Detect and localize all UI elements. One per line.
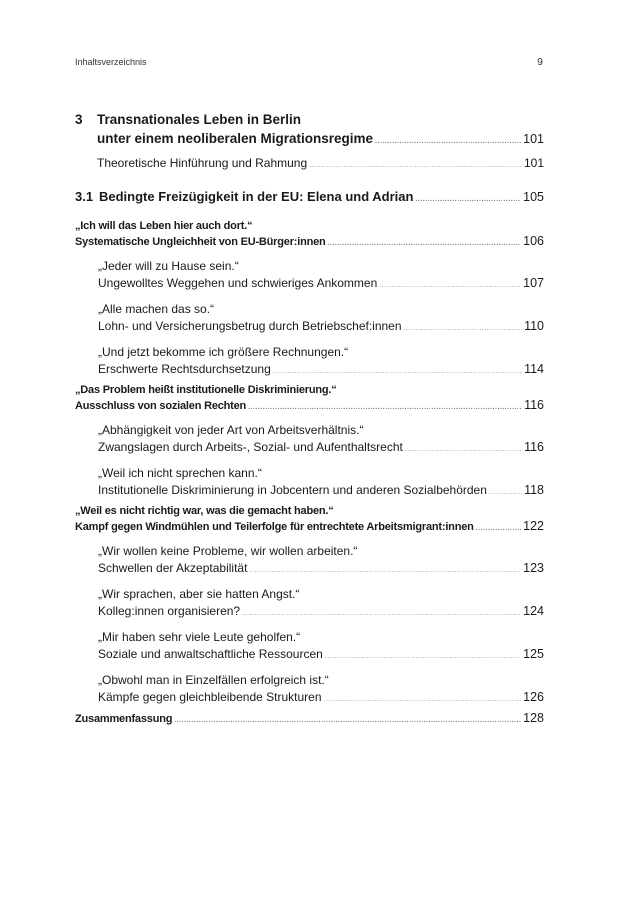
subentry-quote: „Wir wollen keine Probleme, wir wollen arbeiten.“ <box>98 544 358 558</box>
toc-chapter-3[interactable] <box>75 110 544 151</box>
subentry-quote: „Mir haben sehr viele Leute geholfen.“ <box>98 630 301 644</box>
subentry-page: 110 <box>524 318 544 333</box>
toc-chapter-intro[interactable] <box>97 155 544 174</box>
subentry-quote: „Obwohl man in Einzelfällen erfolgreich ist.“ <box>98 673 329 687</box>
subentry-title: Kolleg:innen organisieren? <box>98 603 241 618</box>
chapter-title-line1: Transnationales Leben in Berlin <box>97 112 302 127</box>
entry-title: Kampf gegen Windmühlen und Teilerfolge für entrechtete Arbeitsmigrant:innen <box>75 520 474 533</box>
section-number: 3.1 <box>75 189 94 204</box>
dot-leader <box>404 321 523 338</box>
section-title: Bedingte Freizügigkeit in der EU: Elena und Adrian <box>99 189 414 204</box>
subentry-title: Ungewolltes Weggehen und schwieriges Ankommen <box>98 275 378 290</box>
toc-entry[interactable] <box>75 383 544 415</box>
dot-leader <box>489 485 522 502</box>
dot-leader <box>476 522 521 537</box>
chapter-number: 3 <box>75 112 83 127</box>
entry-quote: „Das Problem heißt institutionelle Diskriminierung.“ <box>75 384 337 396</box>
toc-subentry[interactable] <box>98 629 544 665</box>
chapter-page: 101 <box>523 132 544 146</box>
intro-title: Theoretische Hinführung und Rahmung <box>97 156 308 170</box>
chapter-title-line2: unter einem neoliberalen Migrationsregime <box>97 131 374 146</box>
dot-leader <box>324 692 522 709</box>
dot-leader <box>249 563 521 580</box>
summary-page: 128 <box>523 711 544 725</box>
subentry-quote: „Alle machen das so.“ <box>98 302 215 316</box>
subentry-quote: „Und jetzt bekomme ich größere Rechnungen.“ <box>98 345 349 359</box>
entry-page: 122 <box>523 518 544 533</box>
subentry-page: 114 <box>524 361 544 376</box>
dot-leader <box>405 442 522 459</box>
subentry-page: 123 <box>523 560 544 575</box>
subentry-title: Institutionelle Diskriminierung in Jobcentern und anderen Sozialbehörden <box>98 482 487 497</box>
dot-leader <box>309 157 522 174</box>
page-number: 9 <box>537 56 543 68</box>
subentry-page: 116 <box>524 439 544 454</box>
toc-subentry[interactable] <box>98 301 544 337</box>
subentry-title: Schwellen der Akzeptabilität <box>98 560 248 575</box>
running-head <box>75 57 543 71</box>
subentry-quote: „Weil ich nicht sprechen kann.“ <box>98 466 262 480</box>
table-of-contents <box>75 110 544 729</box>
toc-subentry[interactable] <box>98 586 544 622</box>
subentry-title: Lohn- und Versicherungsbetrug durch Betriebschef:innen <box>98 318 402 333</box>
toc-entry[interactable] <box>75 219 544 251</box>
section-page: 105 <box>523 190 544 204</box>
toc-section-3-1[interactable] <box>75 187 544 209</box>
entry-page: 116 <box>524 397 544 412</box>
subentry-page: 126 <box>523 689 544 704</box>
dot-leader <box>415 190 521 209</box>
toc-subentry[interactable] <box>98 344 544 380</box>
running-title: Inhaltsverzeichnis <box>75 57 147 67</box>
subentry-page: 107 <box>523 275 544 290</box>
subentry-title: Soziale und anwaltschaftliche Ressourcen <box>98 646 323 661</box>
dot-leader <box>242 606 521 623</box>
entry-page: 106 <box>523 233 544 248</box>
toc-subentry[interactable] <box>98 422 544 458</box>
toc-subentry[interactable] <box>98 258 544 294</box>
subentry-title: Kämpfe gegen gleichbleibende Strukturen <box>98 689 322 704</box>
subentry-page: 125 <box>523 646 544 661</box>
dot-leader <box>328 237 522 252</box>
entry-quote: „Ich will das Leben hier auch dort.“ <box>75 220 253 232</box>
toc-entry[interactable] <box>75 504 544 536</box>
subentry-title: Zwangslagen durch Arbeits-, Sozial- und Aufenthaltsrecht <box>98 439 403 454</box>
subentry-quote: „Wir sprachen, aber sie hatten Angst.“ <box>98 587 300 601</box>
dot-leader <box>325 649 521 666</box>
subentry-page: 118 <box>524 482 544 497</box>
dot-leader <box>375 132 521 151</box>
entry-title: Systematische Ungleichheit von EU-Bürger:innen <box>75 235 326 248</box>
subentry-quote: „Abhängigkeit von jeder Art von Arbeitsverhältnis.“ <box>98 423 364 437</box>
entry-quote: „Weil es nicht richtig war, was die gemacht haben.“ <box>75 505 334 517</box>
subentry-title: Erschwerte Rechtsdurchsetzung <box>98 361 271 376</box>
dot-leader <box>379 278 521 295</box>
toc-subentry[interactable] <box>98 672 544 708</box>
summary-title: Zusammenfassung <box>75 713 173 725</box>
dot-leader <box>273 364 522 381</box>
subentry-page: 124 <box>523 603 544 618</box>
dot-leader <box>248 401 522 416</box>
subentry-quote: „Jeder will zu Hause sein.“ <box>98 259 239 273</box>
entry-title: Ausschluss von sozialen Rechten <box>75 399 247 412</box>
toc-subentry[interactable] <box>98 465 544 501</box>
intro-page: 101 <box>523 156 544 170</box>
toc-summary[interactable] <box>75 711 544 729</box>
toc-subentry[interactable] <box>98 543 544 579</box>
dot-leader <box>174 714 521 729</box>
